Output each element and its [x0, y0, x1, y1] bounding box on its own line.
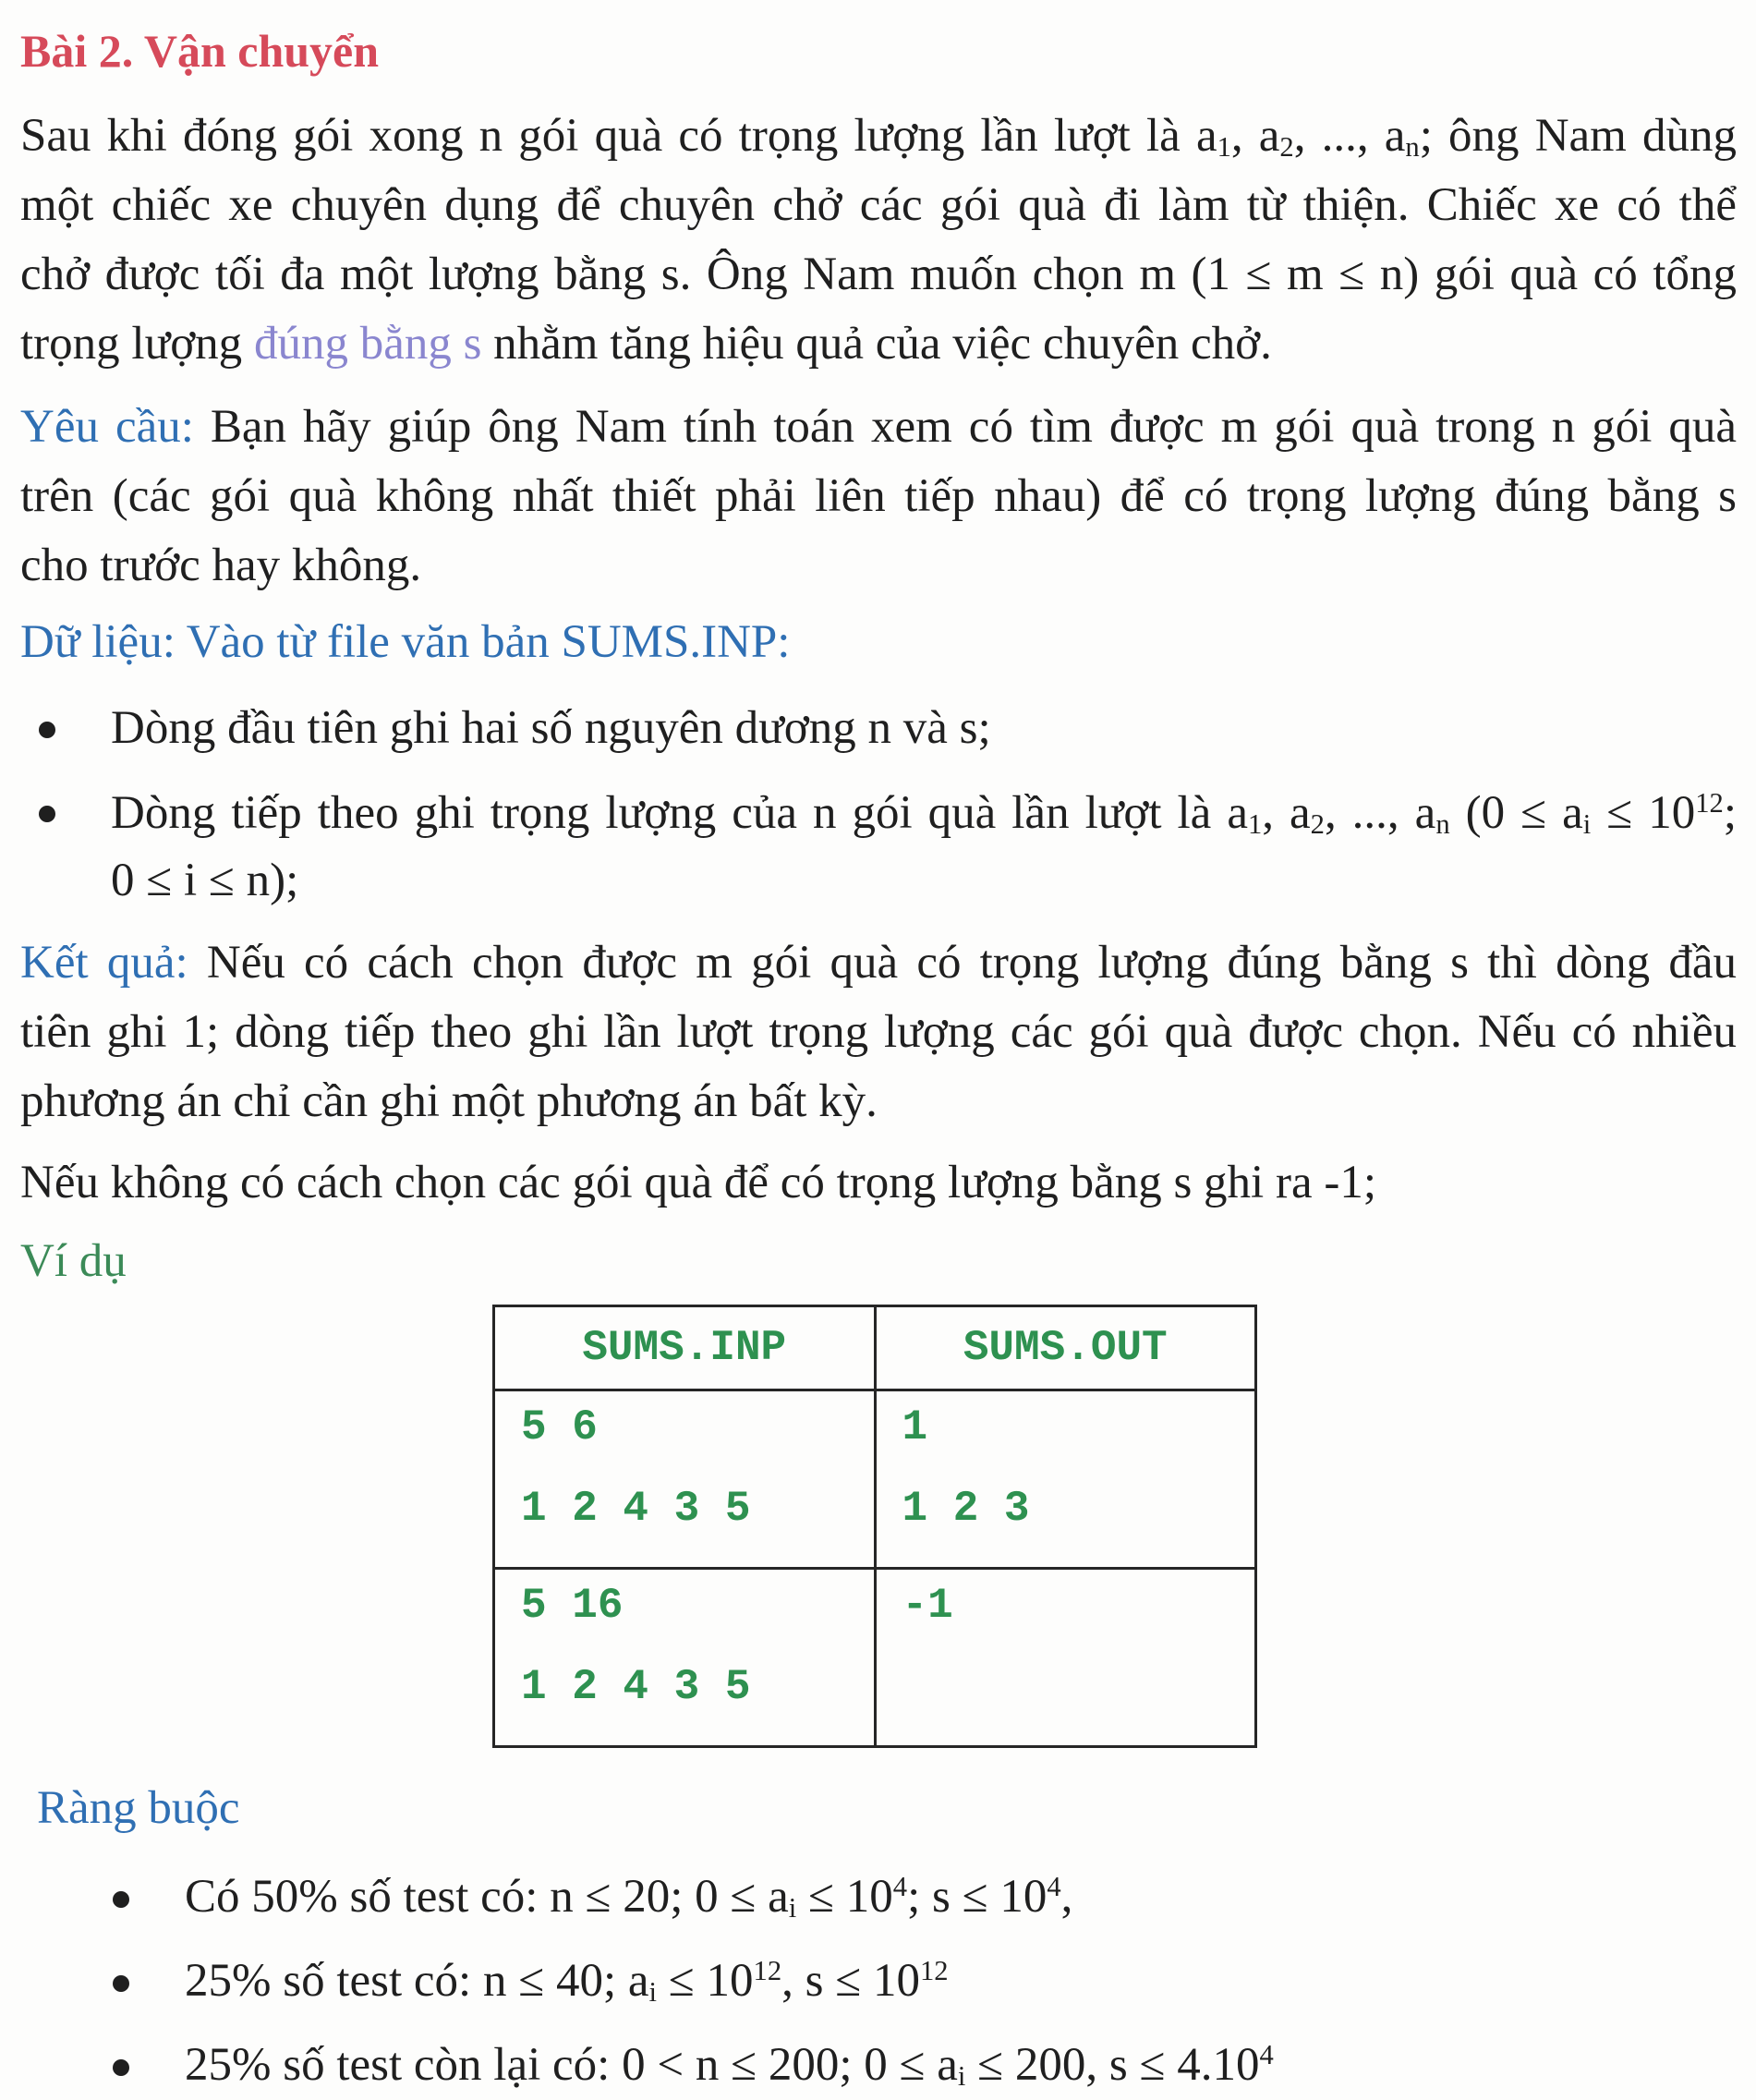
table-row — [494, 1390, 1256, 1569]
bullet-dot — [39, 722, 55, 738]
cell-line: 1 2 4 3 5 — [521, 1663, 751, 1711]
intro-line-3: chở được tối đa một lượng bằng s. Ông Nam muốn chọn m (1 ≤ m ≤ n) gói quà có tổng — [20, 249, 1737, 300]
cell-line: 1 2 4 3 5 — [521, 1485, 751, 1533]
input-heading: Dữ liệu: Vào từ file văn bản SUMS.INP: — [20, 616, 791, 668]
cell-line: 1 2 3 — [902, 1485, 1030, 1533]
problem-title: Bài 2. Vận chuyển — [20, 25, 380, 77]
request-line-1: Yêu cầu: Bạn hãy giúp ông Nam tính toán xem có tìm được m gói quà trong n gói quà — [20, 401, 1737, 453]
cell-output — [875, 1569, 1256, 1747]
cell-output — [875, 1390, 1256, 1569]
table-row — [494, 1569, 1256, 1747]
example-heading: Ví dụ — [20, 1235, 127, 1287]
input-bullet-2: Dòng tiếp theo ghi trọng lượng của n gói quà lần lượt là $a_1$, $a_2$, ..., $a_n$ ($0 \le a_i \le 10^{12}$; — [111, 787, 1737, 840]
output-line-1: Kết quả: Nếu có cách chọn được m gói quà có trọng lượng đúng bằng s thì dòng đầu — [20, 937, 1737, 989]
output-label: Kết quả: — [20, 937, 188, 989]
intro-line-4: trọng lượng đúng bằng s nhằm tăng hiệu quả của việc chuyên chở. — [20, 318, 1272, 370]
bullet-dot — [113, 2059, 129, 2076]
output-line-3: phương án chỉ cần ghi một phương án bất kỳ. — [20, 1075, 878, 1127]
cell-line: 1 — [902, 1403, 928, 1451]
cell-line: 5 6 — [521, 1403, 598, 1451]
bullet-dot — [113, 1891, 129, 1908]
output-line-4: Nếu không có cách chọn các gói quà để có trọng lượng bằng s ghi ra -1; — [20, 1157, 1376, 1208]
header-sums-inp: SUMS.INP — [494, 1306, 876, 1390]
cell-line — [902, 1664, 1255, 1745]
output-line-2: tiên ghi 1; dòng tiếp theo ghi lần lượt trọng lượng các gói quà được chọn. Nếu có nhiều — [20, 1006, 1737, 1058]
request-label: Yêu cầu: — [20, 401, 194, 453]
input-bullet-1: Dòng đầu tiên ghi hai số nguyên dương n và s; — [111, 702, 991, 754]
header-sums-out: SUMS.OUT — [875, 1306, 1256, 1390]
bullet-dot — [39, 806, 55, 822]
cell-line: -1 — [902, 1582, 953, 1630]
constraint-3: 25% số test còn lại có: 0 < n ≤ 200; $0 \le a_i \le 200$, $s \le 4.10^4$ — [185, 2039, 1274, 2092]
example-table — [492, 1305, 1257, 1748]
intro-line-1: Sau khi đóng gói xong n gói quà có trọng lượng lần lượt là $a_1$, $a_2$, ..., $a_n$; ông Nam dùng — [20, 110, 1737, 163]
request-line-2: trên (các gói quà không nhất thiết phải liên tiếp nhau) để có trọng lượng đúng bằng s — [20, 470, 1737, 522]
intro-line-2: một chiếc xe chuyên dụng để chuyên chở các gói quà đi làm từ thiện. Chiếc xe có thể — [20, 179, 1737, 231]
table-header-row — [494, 1306, 1256, 1390]
cell-input — [494, 1390, 876, 1569]
request-line-3: cho trước hay không. — [20, 540, 422, 591]
cell-line: 5 16 — [521, 1582, 624, 1630]
highlight-exact-s: đúng bằng s — [253, 318, 482, 370]
cell-input — [494, 1569, 876, 1747]
constraint-1: Có 50% số test có: n ≤ 20; $0 \le a_i \le 10^4$; $s \le 10^4$, — [185, 1871, 1073, 1924]
constraints-heading: Ràng buộc — [37, 1782, 240, 1834]
constraint-2: 25% số test có: n ≤ 40; $a_i \le 10^{12}$, $s \le 10^{12}$ — [185, 1955, 949, 2008]
input-bullet-2-cont: 0 ≤ i ≤ n); — [111, 855, 299, 906]
bullet-dot — [113, 1975, 129, 1992]
